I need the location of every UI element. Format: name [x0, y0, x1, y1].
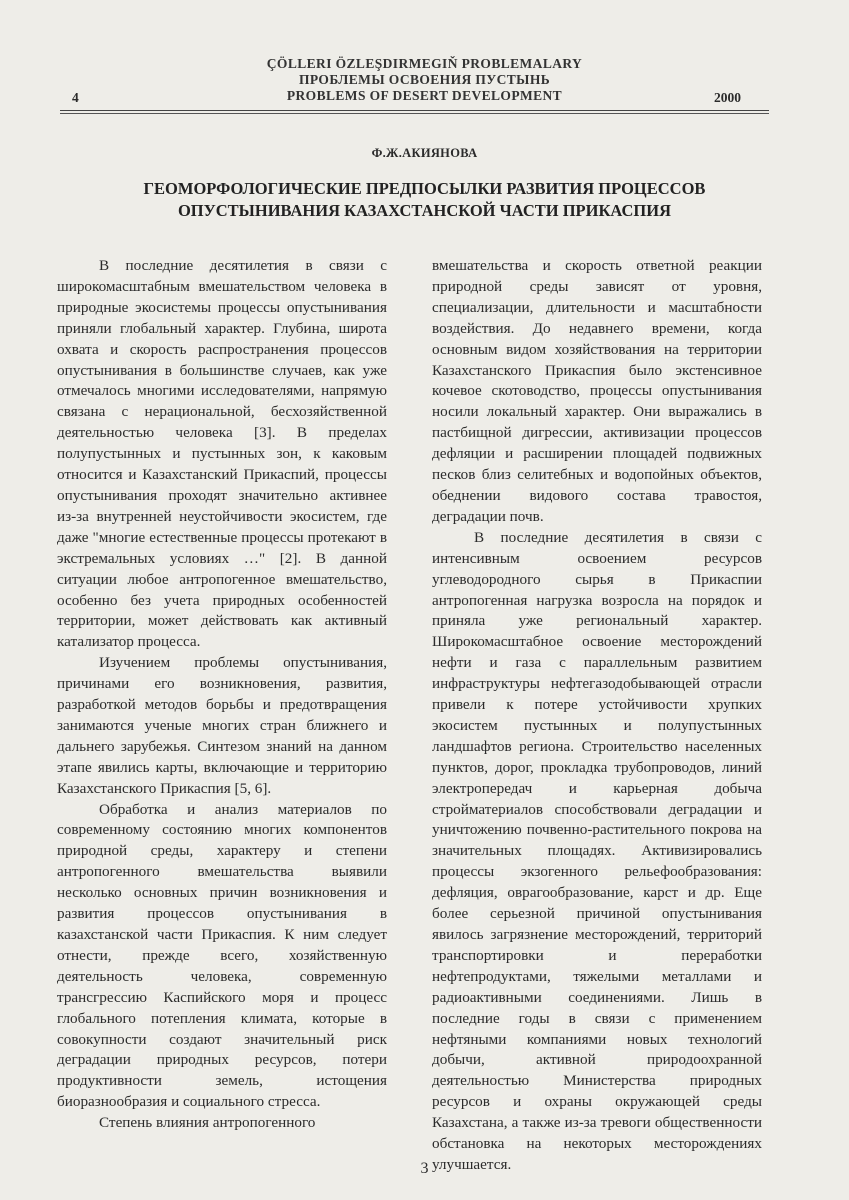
right-text-column [432, 256, 762, 1176]
paragraph: Степень влияния антропогенного [99, 1114, 316, 1132]
header-rule [60, 110, 769, 111]
article-title [0, 178, 849, 222]
article-title-line-1: ГЕОМОРФОЛОГИЧЕСКИЕ ПРЕДПОСЫЛКИ РАЗВИТИЯ ПРОЦЕССОВ [143, 179, 706, 198]
paragraph-continued: вмешательства и скорость ответной реакции природной среды зависят от уровня, специализации, длительности и масштабности воздействия. До недавнего времени, когда основным видом хозяйствования на территории Казахстанского Прикаспия было экстенсивное кочевое скотоводство, процессы опустынивания носили локальный характер. Они выражались в пастбищной дигрессии, активизации процессов дефляции и расширении площадей подвижных песков близ селитебных и водопойных объектов, обеднении видового состава травостоя, деградации почв. [432, 257, 762, 525]
journal-title-english: PROBLEMS OF DESERT DEVELOPMENT [286, 88, 563, 103]
header-rule-thin [60, 113, 769, 114]
issue-year: 2000 [714, 90, 741, 105]
paragraph: В последние десятилетия в связи с интенсивным освоением ресурсов углеводородного сырья в Прикаспии антропогенная нагрузка возросла на порядок и приняла уже региональный характер. Широкомасштабное освоение месторождений нефти и газа с параллельным развитием инфраструктуры нефтегазодобывающей отрасли привели к потере устойчивости хрупких экосистем пустынных и полупустынных ландшафтов региона. Строительство населенных пунктов, дорог, прокладка трубопроводов, линий электропередач и карьерная добыча стройматериалов способствовали деградации и уничтожению почвенно-растительного покрова на значительных площадях. Активизировались процессы экзогенного рельефообразования: дефляция, оврагообразование, карст и др. Еще более серьезной причиной опустынивания явилось загрязнение месторождений, территорий транспортировки и переработки нефтепродуктами, тяжелыми металлами и радиоактивными соединениями. Лишь в последние годы в связи с применением нефтяными компаниями новых технологий добычи, активной природоохранной деятельностью Министерства природных ресурсов и охраны окружающей среды Казахстана, а также из-за тревоги общественности обстановка на некоторых месторождениях улучшается. [432, 528, 762, 1173]
issue-number: 4 [72, 90, 79, 105]
paragraph: В последние десятилетия в связи с широкомасштабным вмешательством человека в природные экосистемы процессы опустынивания приняли глобальный характер. Глубина, широта охвата и скорость распространения процессов опустынивания в большинстве случаев, как уже отмечалось многими исследователями, напрямую связана с нерациональной, бесхозяйственной деятельностью человека [3]. В пределах полупустынных и пустынных зон, к каковым относится и Казахстанский Прикаспий, процессы опустынивания проходят значительно активнее из-за внутренней неустойчивости экосистем, где даже "многие естественные процессы протекают в экстремальных условиях …" [2]. В данной ситуации любое антропогенное вмешательство, особенно без учета природных особенностей территории, может действовать как активный катализатор процесса. [57, 257, 387, 651]
article-title-line-2: ОПУСТЫНИВАНИЯ КАЗАХСТАНСКОЙ ЧАСТИ ПРИКАСПИЯ [177, 201, 672, 220]
journal-title-russian: ПРОБЛЕМЫ ОСВОЕНИЯ ПУСТЫНЬ [298, 72, 551, 87]
journal-title-turkmen: ÇÖLLERI ÖZLEŞDIRMEGIŇ PROBLEMALARY [266, 56, 583, 71]
left-text-column [57, 256, 387, 1134]
paragraph: Обработка и анализ материалов по современному состоянию многих компонентов природной среды, характеру и степени антропогенного вмешательства выявили несколько основных причин возникновения и развития процессов опустынивания в казахстанской части Прикаспия. К ним следует отнести, прежде всего, хозяйственную деятельность человека, современную трансгрессию Каспийского моря и процесс глобального потепления климата, которые в совокупности создают значительный риск деградации природных ресурсов, потери продуктивности земель, истощения биоразнообразия и социального стресса. [57, 800, 387, 1111]
paragraph: Изучением проблемы опустынивания, причинами его возникновения, развития, разработкой методов борьбы и предотвращения занимаются ученые многих стран ближнего и дальнего зарубежья. Синтезом знаний на данном этапе явились карты, включающие и территорию Казахстанского Прикаспия [5, 6]. [57, 654, 387, 797]
page-number: 3 [420, 1160, 429, 1177]
article-author: Ф.Ж.АКИЯНОВА [371, 146, 478, 160]
